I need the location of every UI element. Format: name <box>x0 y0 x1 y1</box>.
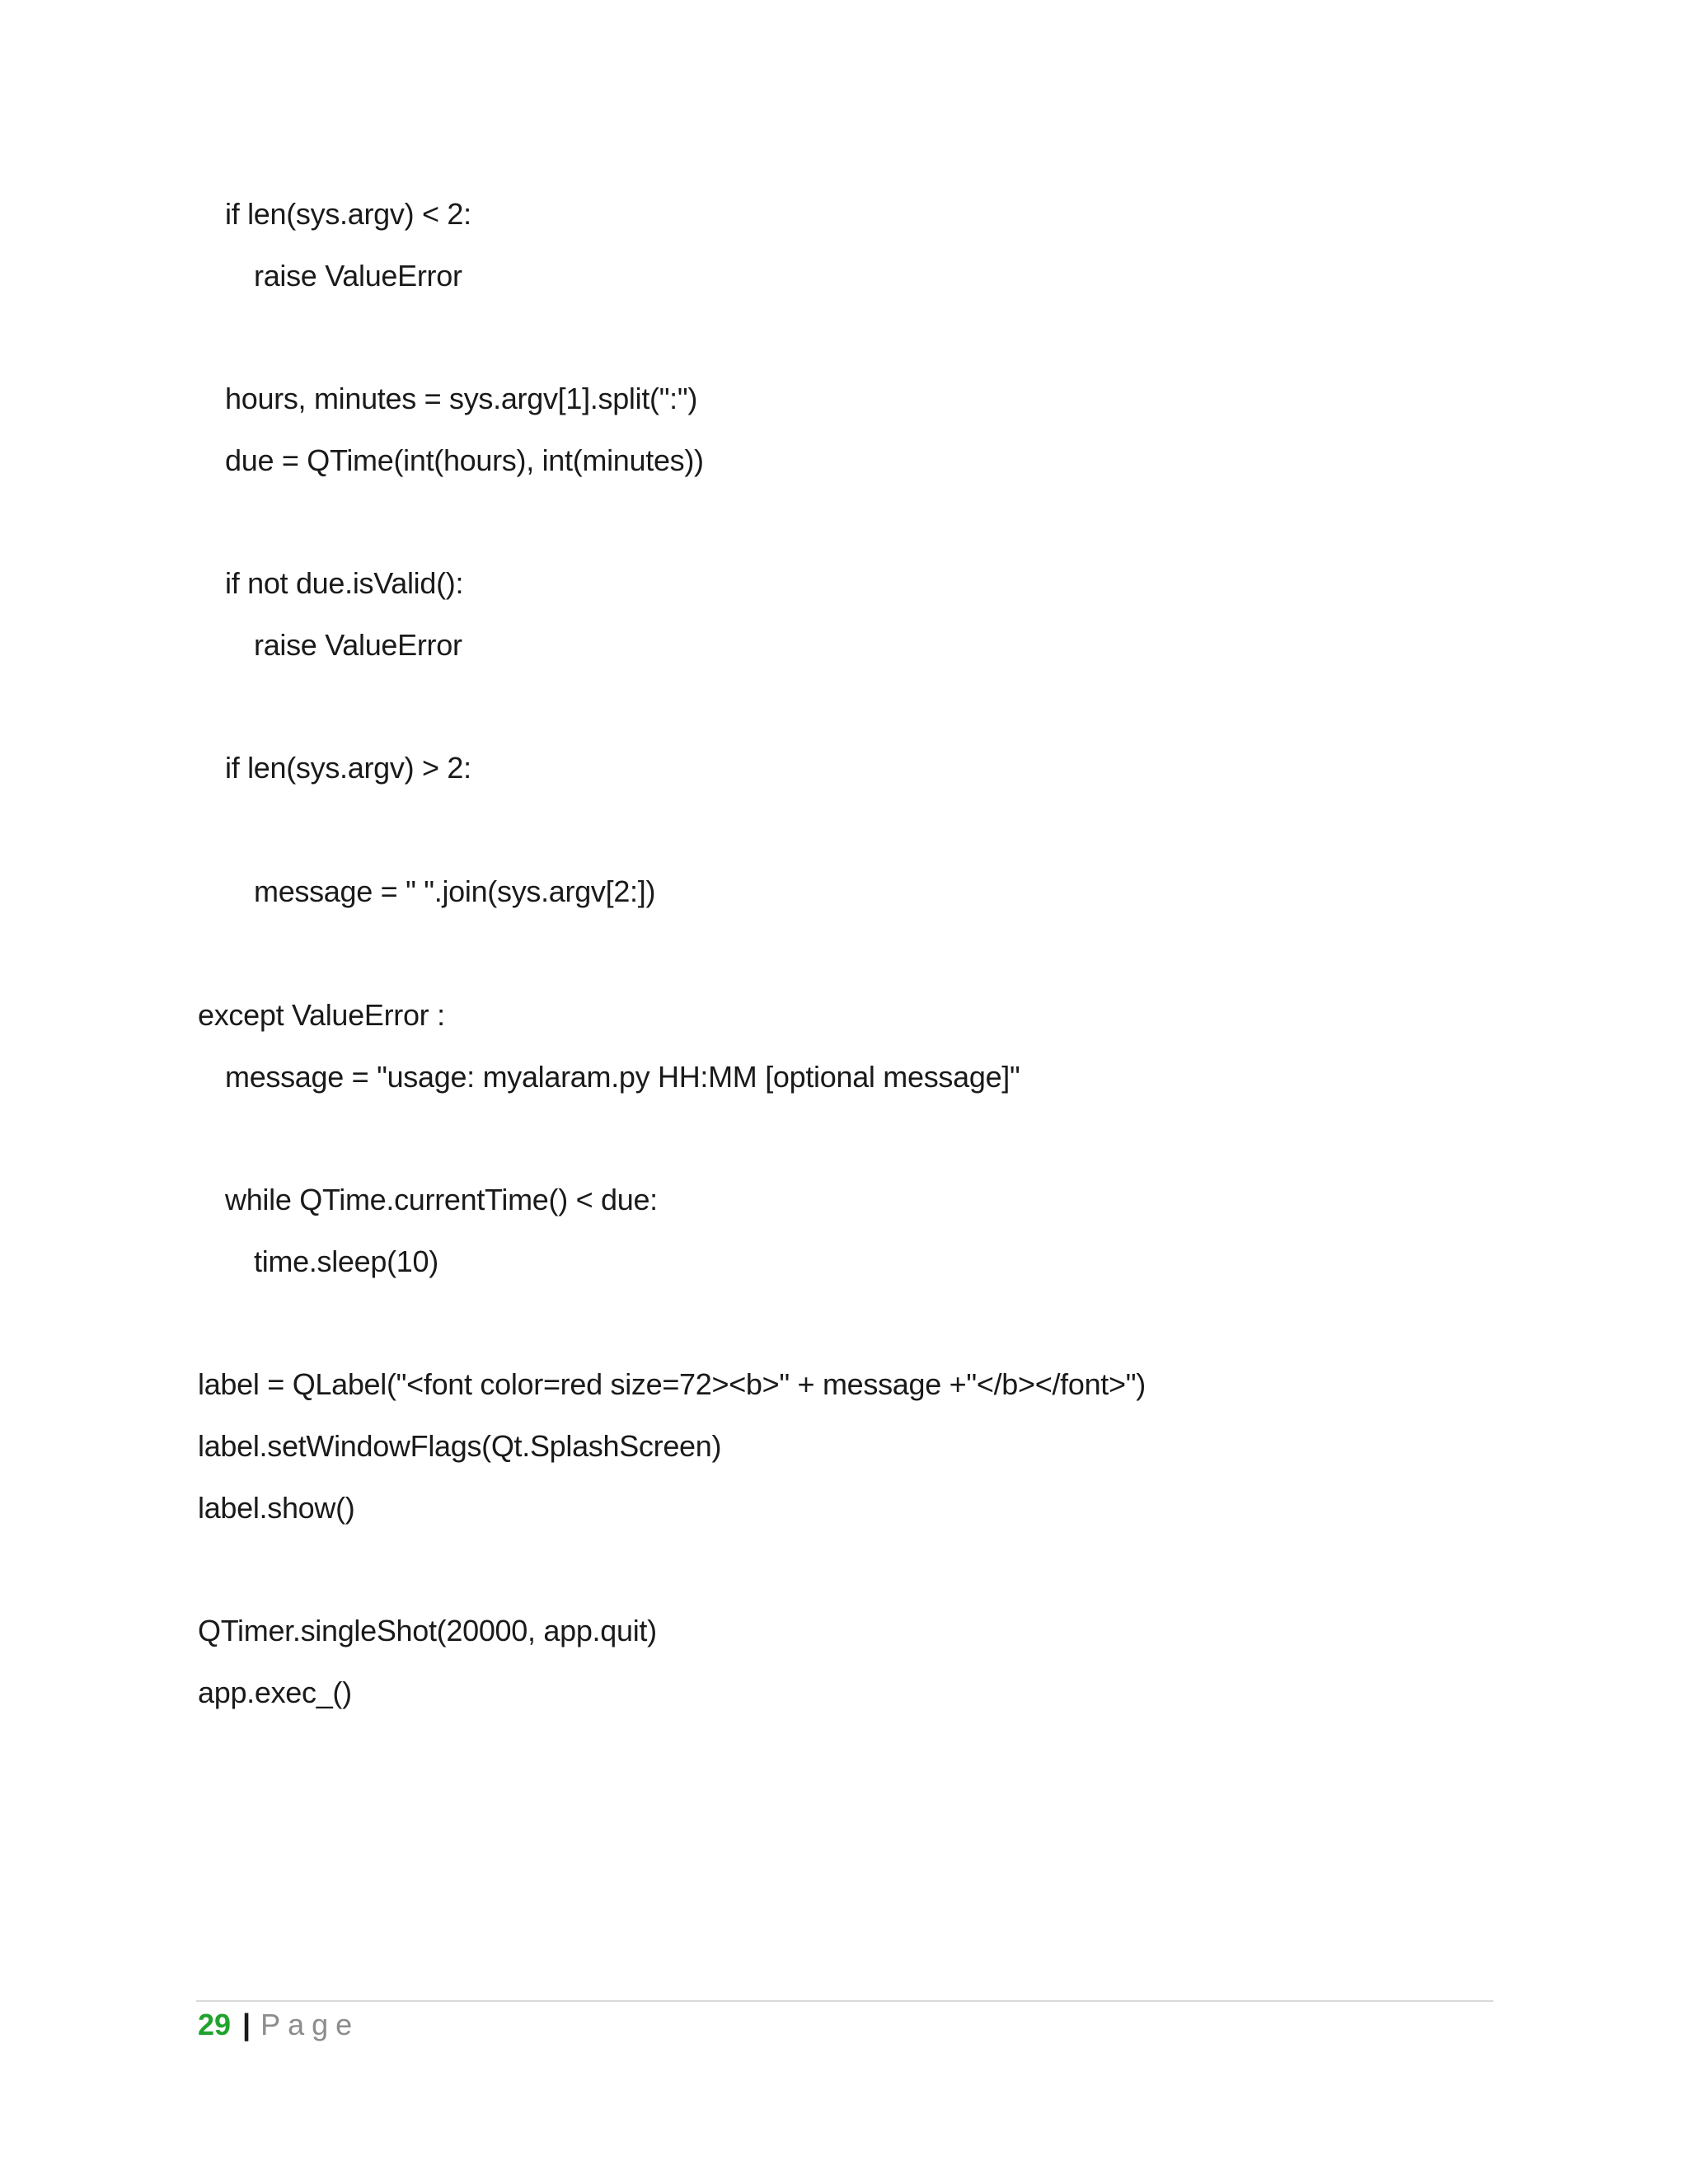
page-number: 29 <box>198 2008 232 2041</box>
code-line: due = QTime(int(hours), int(minutes)) <box>225 443 704 477</box>
code-line: if len(sys.argv) > 2: <box>225 751 471 785</box>
code-line: hours, minutes = sys.argv[1].split(":") <box>225 382 698 415</box>
page-label: Page <box>260 2008 360 2041</box>
code-line: label.show() <box>198 1491 355 1525</box>
code-line: message = "usage: myalaram.py HH:MM [optional message]" <box>225 1060 1020 1094</box>
code-line: raise ValueError <box>254 259 462 293</box>
footer-separator: | <box>242 2008 251 2041</box>
code-line: label.setWindowFlags(Qt.SplashScreen) <box>198 1429 722 1463</box>
code-line: except ValueError : <box>198 998 445 1032</box>
code-line: time.sleep(10) <box>254 1244 438 1278</box>
code-line: label = QLabel("<font color=red size=72><b>" + message +"</b></font>") <box>198 1367 1146 1401</box>
code-line: QTimer.singleShot(20000, app.quit) <box>198 1614 657 1647</box>
code-line: app.exec_() <box>198 1675 352 1709</box>
code-line: if not due.isValid(): <box>225 566 464 600</box>
code-line: while QTime.currentTime() < due: <box>225 1183 658 1216</box>
code-line: message = " ".join(sys.argv[2:]) <box>254 874 656 908</box>
code-line: raise ValueError <box>254 628 462 662</box>
page-footer <box>198 2004 359 2046</box>
footer-divider <box>196 2000 1493 2002</box>
code-line: if len(sys.argv) < 2: <box>225 197 471 231</box>
